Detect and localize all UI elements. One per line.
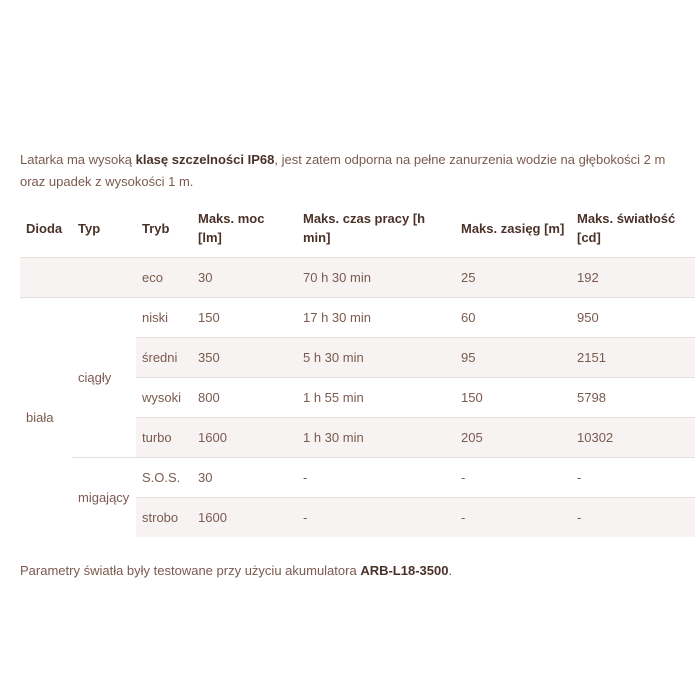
cell-zasieg: - (455, 497, 571, 537)
cell-zasieg: 205 (455, 417, 571, 457)
battery-note-text: Parametry światła były testowane przy użyciu akumulatora (20, 563, 361, 578)
cell-zasieg: 25 (455, 257, 571, 297)
cell-czas: 70 h 30 min (297, 257, 455, 297)
header-max-intensity: Maks. światłość [cd] (577, 211, 676, 246)
battery-note (20, 561, 452, 581)
table-body (20, 257, 695, 537)
cell-swiatlosc: - (571, 497, 695, 537)
intro-text-start: Latarka ma wysoką (20, 152, 136, 167)
intro-text-end: , jest zatem odporna na pełne zanurzenia wodzie na głębokości 2 m oraz upadek z wysokości 1 m. (20, 152, 666, 189)
header-row (20, 200, 695, 257)
cell-czas: - (297, 457, 455, 497)
cell-swiatlosc: 192 (571, 257, 695, 297)
table-header (20, 200, 695, 257)
cell-tryb: średni (136, 337, 192, 377)
battery-model: ARB-L18-3500 (360, 563, 449, 578)
cell-moc: 350 (192, 337, 297, 377)
header-typ: Typ (78, 220, 101, 236)
cell-moc: 150 (192, 297, 297, 337)
cell-typ-migajacy: migający (72, 457, 136, 537)
cell-czas: 5 h 30 min (297, 337, 455, 377)
header-max-runtime: Maks. czas pracy [h min] (303, 211, 426, 246)
cell-swiatlosc: - (571, 457, 695, 497)
header-tryb: Tryb (142, 220, 170, 236)
cell-zasieg: - (455, 457, 571, 497)
cell-czas: 17 h 30 min (297, 297, 455, 337)
cell-moc: 1600 (192, 497, 297, 537)
cell-czas: 1 h 55 min (297, 377, 455, 417)
cell-typ-empty (72, 257, 136, 297)
cell-typ-ciagly: ciągły (72, 297, 136, 457)
intro-paragraph (20, 149, 680, 193)
cell-czas: - (297, 497, 455, 537)
table-row (20, 257, 695, 297)
cell-tryb: eco (136, 257, 192, 297)
cell-swiatlosc: 2151 (571, 337, 695, 377)
cell-moc: 800 (192, 377, 297, 417)
table-row (20, 457, 695, 497)
cell-zasieg: 150 (455, 377, 571, 417)
light-parameters-table (20, 200, 695, 537)
battery-note-end: . (448, 563, 453, 578)
cell-moc: 30 (192, 257, 297, 297)
header-dioda: Dioda (26, 220, 63, 236)
cell-tryb: S.O.S. (136, 457, 192, 497)
header-max-power: Maks. moc [lm] (198, 211, 265, 246)
cell-zasieg: 95 (455, 337, 571, 377)
cell-dioda-empty (20, 257, 72, 297)
cell-moc: 30 (192, 457, 297, 497)
header-max-range: Maks. zasięg [m] (461, 220, 565, 236)
table-row (20, 297, 695, 337)
cell-tryb: niski (136, 297, 192, 337)
cell-tryb: wysoki (136, 377, 192, 417)
cell-swiatlosc: 5798 (571, 377, 695, 417)
cell-moc: 1600 (192, 417, 297, 457)
cell-czas: 1 h 30 min (297, 417, 455, 457)
cell-dioda-biala: biała (20, 297, 72, 537)
cell-tryb: strobo (136, 497, 192, 537)
cell-swiatlosc: 950 (571, 297, 695, 337)
cell-swiatlosc: 10302 (571, 417, 695, 457)
cell-zasieg: 60 (455, 297, 571, 337)
cell-tryb: turbo (136, 417, 192, 457)
intro-ip68-highlight: klasę szczelności IP68 (135, 152, 275, 167)
